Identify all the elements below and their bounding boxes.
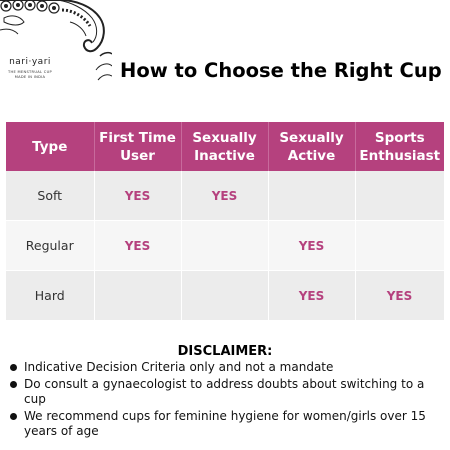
- list-item-text: Indicative Decision Criteria only and not a mandate: [24, 360, 334, 374]
- list-item: [8, 409, 438, 440]
- page-title: How to Choose the Right Cup: [120, 59, 442, 82]
- bullet-icon: [10, 364, 17, 371]
- table-cell: [181, 271, 268, 321]
- bullet-icon: [10, 413, 17, 420]
- list-item-text: Do consult a gynaecologist to address doubts about switching to a cup: [24, 376, 425, 406]
- table-cell: [268, 171, 355, 221]
- table-cell: YES: [268, 221, 355, 271]
- header-sexually-active: Sexually Active: [268, 122, 355, 171]
- header-sports-enthusiast: Sports Enthusiast: [355, 122, 444, 171]
- disclaimer-list: [8, 360, 438, 441]
- table-header-row: [6, 122, 444, 171]
- table-cell: YES: [94, 171, 181, 221]
- header-first-time-user: First Time User: [94, 122, 181, 171]
- table-cell: [181, 221, 268, 271]
- brand-logo: [0, 0, 112, 92]
- row-type-cell: Soft: [6, 171, 94, 221]
- table-cell: [355, 171, 444, 221]
- list-item-text: We recommend cups for feminine hygiene for women/girls over 15 years of age: [24, 408, 426, 438]
- table-cell: YES: [268, 271, 355, 321]
- table-cell: YES: [181, 171, 268, 221]
- brand-name: nari·yari: [9, 57, 51, 67]
- row-type-cell: Hard: [6, 271, 94, 321]
- brand-tagline: [0, 70, 60, 80]
- table-row: [6, 271, 444, 321]
- table-cell: [355, 221, 444, 271]
- table-cell: [94, 271, 181, 321]
- brand-tagline-line: THE MENSTRUAL CUP: [8, 70, 52, 74]
- table-cell: YES: [94, 221, 181, 271]
- bullet-icon: [10, 381, 17, 388]
- cup-selection-table: [6, 122, 445, 321]
- list-item: [8, 377, 438, 408]
- header-sexually-inactive: Sexually Inactive: [181, 122, 268, 171]
- table-row: [6, 221, 444, 271]
- table-cell: YES: [355, 271, 444, 321]
- row-type-cell: Regular: [6, 221, 94, 271]
- brand-origin-line: MADE IN INDIA: [14, 75, 46, 79]
- table-row: [6, 171, 444, 221]
- header-type: Type: [6, 122, 94, 171]
- disclaimer-title: DISCLAIMER:: [177, 344, 273, 359]
- list-item: [8, 360, 438, 376]
